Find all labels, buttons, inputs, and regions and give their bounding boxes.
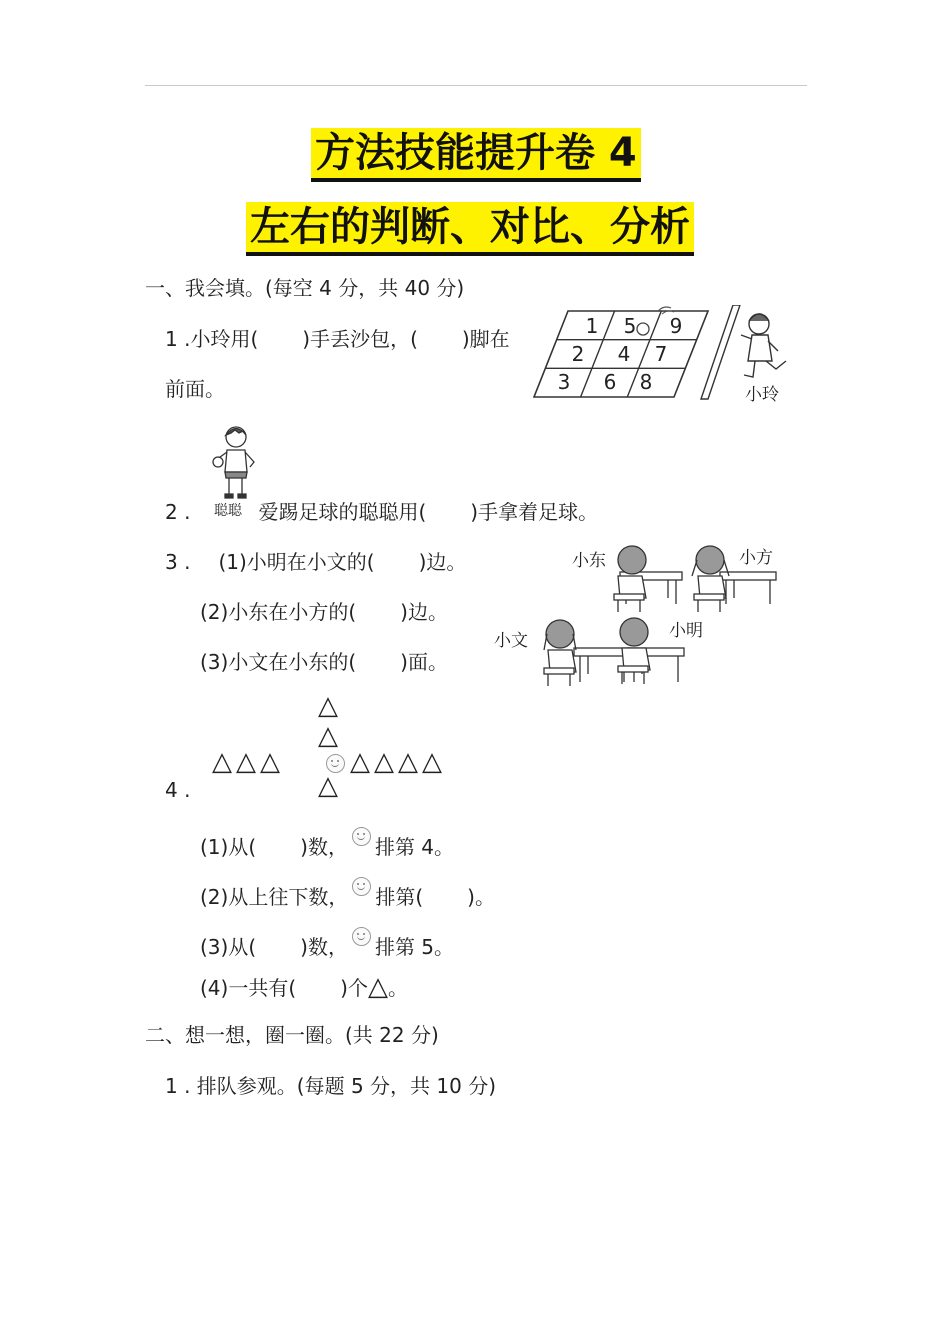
label-congcong: 聪聪 [214, 503, 242, 519]
label-xiaodong: 小东 [572, 551, 606, 571]
throw-line-icon [701, 305, 740, 399]
sandbag-icon [637, 323, 649, 335]
q4-p4-c: 。 [387, 976, 408, 1000]
q4-p2-a: (2)从上往下数， [200, 885, 349, 909]
student-xiaodong-icon [614, 546, 682, 612]
q4-line-4 [200, 973, 408, 1002]
q1-line-2: 前面。 [165, 377, 225, 401]
q4-p3-c: 排第 5。 [374, 935, 455, 959]
smiley-icon [352, 927, 371, 946]
q4-line-2 [200, 877, 495, 911]
grid-number-6: 7 [654, 342, 668, 366]
grid-number-5: 4 [617, 342, 631, 366]
section2-heading: 二、想一想，圈一圈。(共 22 分) [145, 1023, 439, 1047]
q4-p2-b: 排第( [375, 885, 424, 909]
label-xiaofang: 小方 [739, 548, 773, 568]
q2-number: 2 . [165, 500, 191, 524]
q3-p3-a: (3)小文在小东的( [200, 650, 357, 674]
q3-p1-b: )边。 [418, 550, 467, 574]
q1-text-c: )脚在 [461, 327, 510, 351]
q4-p4-b: )个 [340, 976, 368, 1000]
q4-p1-c: 排第 4。 [374, 835, 455, 859]
q4-p1-a: (1)从( [200, 835, 257, 859]
grid-number-7: 3 [557, 370, 571, 394]
smiley-icon [352, 877, 371, 896]
grid-number-2: 5 [623, 314, 637, 338]
top-rule [145, 85, 807, 86]
q4-number: 4 . [165, 778, 191, 802]
q3-p1-a: (1)小明在小文的( [218, 550, 375, 574]
boy-with-ball-icon [207, 424, 263, 500]
q1-number: 1 . [165, 327, 191, 351]
section2-q1: 1 . 排队参观。(每题 5 分，共 10 分) [165, 1074, 497, 1098]
student-xiaowen-icon [544, 620, 630, 686]
triangle-row-left: △△△ [212, 747, 284, 777]
triangle-icon-inline: △ [367, 972, 388, 1002]
grid-number-4: 2 [571, 342, 585, 366]
triangle-top-1: △ [318, 691, 338, 721]
label-xiaoming: 小明 [669, 621, 703, 641]
label-xiaowen: 小文 [494, 631, 528, 651]
q4-p4-a: (4)一共有( [200, 976, 297, 1000]
grid-number-9: 8 [639, 370, 653, 394]
title-line-1: 方法技能提升卷 4 [311, 128, 641, 182]
grid-number-8: 6 [603, 370, 617, 394]
q1-text-a: 小玲用( [190, 327, 259, 351]
q4-p3-a: (3)从( [200, 935, 257, 959]
q4-line-3 [200, 927, 454, 961]
smiley-icon [352, 827, 371, 846]
triangle-top-2: △ [318, 721, 338, 751]
q3-p2-b: )边。 [400, 600, 448, 624]
q4-line-1 [200, 827, 454, 861]
q3-line-3 [200, 648, 448, 676]
grid-number-1: 1 [585, 314, 599, 338]
section1-heading: 一、我会填。(每空 4 分，共 40 分) [145, 276, 465, 300]
triangle-row-right: △△△△ [350, 747, 446, 777]
q4-p2-c: )。 [467, 885, 495, 909]
q2-text-b: )手拿着足球。 [470, 500, 599, 524]
q2-line [165, 498, 598, 526]
q3-number: 3 . [165, 550, 191, 574]
grid-number-3: 9 [669, 314, 683, 338]
q1-line-1 [165, 325, 510, 353]
title-line-2: 左右的判断、对比、分析 [246, 202, 694, 256]
q3-p2-a: (2)小东在小方的( [200, 600, 357, 624]
q3-line-2 [200, 598, 448, 626]
label-xiaoling: 小玲 [745, 385, 779, 405]
q3-p3-b: )面。 [400, 650, 448, 674]
q2-text-a: 爱踢足球的聪聪用( [258, 500, 427, 524]
q1-text-b: )手丢沙包，( [302, 327, 418, 351]
q4-p1-b: )数， [300, 835, 348, 859]
triangle-bottom: △ [318, 771, 338, 801]
q4-p3-b: )数， [300, 935, 348, 959]
girl-throwing-icon [741, 314, 786, 377]
q3-line-1 [165, 548, 466, 576]
